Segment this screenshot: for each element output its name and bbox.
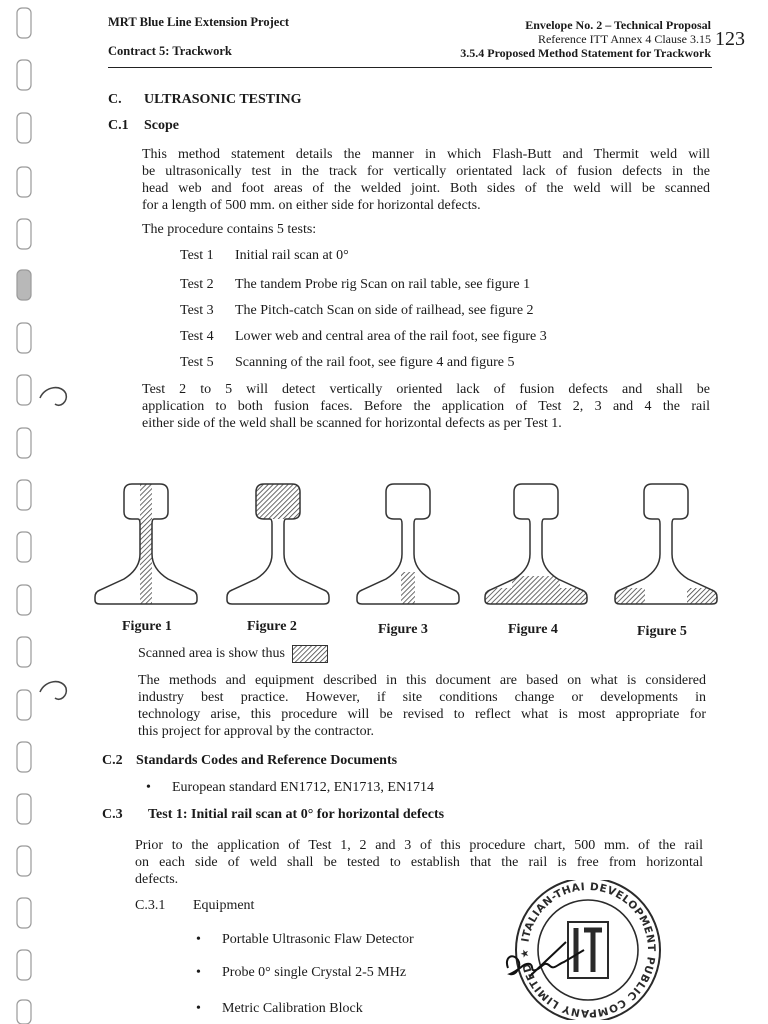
list-item — [196, 964, 406, 981]
text-line: The methods and equipment described in this document are based on what is considered — [138, 673, 706, 688]
text-line: this project for approval by the contractor. — [138, 724, 374, 739]
bullet-icon: • — [196, 965, 201, 980]
c31-number: C.3.1 — [135, 898, 166, 913]
list-item-text: Probe 0° single Crystal 2-5 MHz — [222, 965, 407, 980]
test-label: Test 4 — [180, 329, 214, 344]
procedure-intro: The procedure contains 5 tests: — [142, 222, 317, 237]
test-description: The Pitch-catch Scan on side of railhead, see figure 2 — [235, 303, 534, 318]
contract-name: Contract 5: Trackwork — [108, 44, 232, 58]
text-line: industry best practice. However, if site conditions change or developments in — [138, 690, 706, 705]
reference-label: Reference ITT Annex 4 Clause 3.15 — [537, 32, 711, 46]
rail-figures — [88, 476, 728, 611]
text-line: This method statement details the manner in which Flash-Butt and Thermit weld will — [142, 147, 710, 162]
c2-number: C.2 — [102, 753, 123, 768]
test-description: Lower web and central area of the rail foot, see figure 3 — [235, 329, 547, 344]
list-item — [146, 779, 434, 796]
scanned-area-legend — [138, 645, 328, 663]
envelope-label: Envelope No. 2 – Technical Proposal — [525, 18, 711, 32]
figure-2-label: Figure 2 — [247, 619, 297, 634]
figure-3-rail — [357, 484, 459, 606]
page-number: 123 — [715, 28, 745, 50]
figure-4-label: Figure 4 — [508, 622, 558, 637]
text-line: defects. — [135, 872, 179, 887]
text-line: head web and foot areas of the welded joint. Both sides of the weld will be scanned — [142, 181, 710, 196]
text-line: for a length of 500 mm. on either side for horizontal defects. — [142, 198, 481, 213]
bullet-icon: • — [196, 1001, 201, 1016]
figure-1-label: Figure 1 — [122, 619, 172, 634]
test-description: Initial rail scan at 0° — [235, 248, 349, 263]
c1-title: Scope — [144, 118, 179, 133]
test-label: Test 1 — [180, 248, 214, 263]
text-line: Prior to the application of Test 1, 2 and 3 of this procedure chart, 500 mm. of the rail — [135, 838, 703, 853]
text-line: on each side of weld shall be tested to establish that the rail is free from horizontal — [135, 855, 703, 870]
c3-number: C.3 — [102, 807, 123, 822]
header-divider — [108, 67, 712, 68]
list-item-text: Metric Calibration Block — [222, 1001, 363, 1016]
c3-title: Test 1: Initial rail scan at 0° for horizontal defects — [148, 807, 445, 822]
figure-3-label: Figure 3 — [378, 622, 428, 637]
list-item — [196, 1000, 363, 1017]
section-c-title: ULTRASONIC TESTING — [144, 92, 302, 107]
text-line: technology arise, this procedure will be revised to reflect what is most appropriate for — [138, 707, 706, 722]
bullet-icon: • — [146, 780, 151, 795]
list-item-text: European standard EN1712, EN1713, EN1714 — [172, 780, 435, 795]
c2-title: Standards Codes and Reference Documents — [136, 753, 398, 768]
project-name: MRT Blue Line Extension Project — [108, 15, 290, 29]
text-line: be ultrasonically test in the track for vertically orientated lack of fusion defects in the — [142, 164, 710, 179]
figure-4-rail — [481, 484, 591, 606]
test-description: The tandem Probe rig Scan on rail table, see figure 1 — [235, 277, 531, 292]
figure-1-rail — [95, 484, 197, 604]
svg-text:ITALIAN-THAI DEVELOPMENT PUBLI: ITALIAN-THAI DEVELOPMENT PUBLIC COMPANY LIMITED ★ — [518, 880, 658, 1020]
c1-paragraph-3 — [138, 672, 706, 740]
figure-5-rail — [611, 484, 721, 606]
hatch-swatch — [292, 645, 328, 663]
c31-title: Equipment — [193, 898, 255, 913]
test-label: Test 2 — [180, 277, 214, 292]
text-line: application to both fusion faces. Before the application of Test 2, 3 and 4 the rail — [142, 399, 710, 414]
list-item-text: Portable Ultrasonic Flaw Detector — [222, 932, 414, 947]
text-line: either side of the weld shall be scanned for horizontal defects as per Test 1. — [142, 416, 562, 431]
company-seal — [500, 880, 710, 1020]
figure-5-label: Figure 5 — [637, 624, 687, 639]
test-label: Test 3 — [180, 303, 214, 318]
header-left — [108, 15, 289, 58]
seal-monogram — [568, 922, 608, 978]
c1-paragraph-2 — [142, 381, 710, 432]
section-label: 3.5.4 Proposed Method Statement for Trackwork — [460, 46, 711, 60]
test-label: Test 5 — [180, 355, 214, 370]
section-c-number: C. — [108, 92, 122, 107]
list-item — [196, 931, 414, 948]
header-right — [460, 18, 711, 60]
c1-number: C.1 — [108, 118, 129, 133]
c1-paragraph-1 — [142, 146, 710, 214]
figure-2-rail — [227, 484, 329, 604]
text-line: Test 2 to 5 will detect vertically oriented lack of fusion defects and shall be — [142, 382, 710, 397]
legend-text: Scanned area is show thus — [138, 646, 285, 662]
bullet-icon: • — [196, 932, 201, 947]
test-description: Scanning of the rail foot, see figure 4 and figure 5 — [235, 355, 515, 370]
